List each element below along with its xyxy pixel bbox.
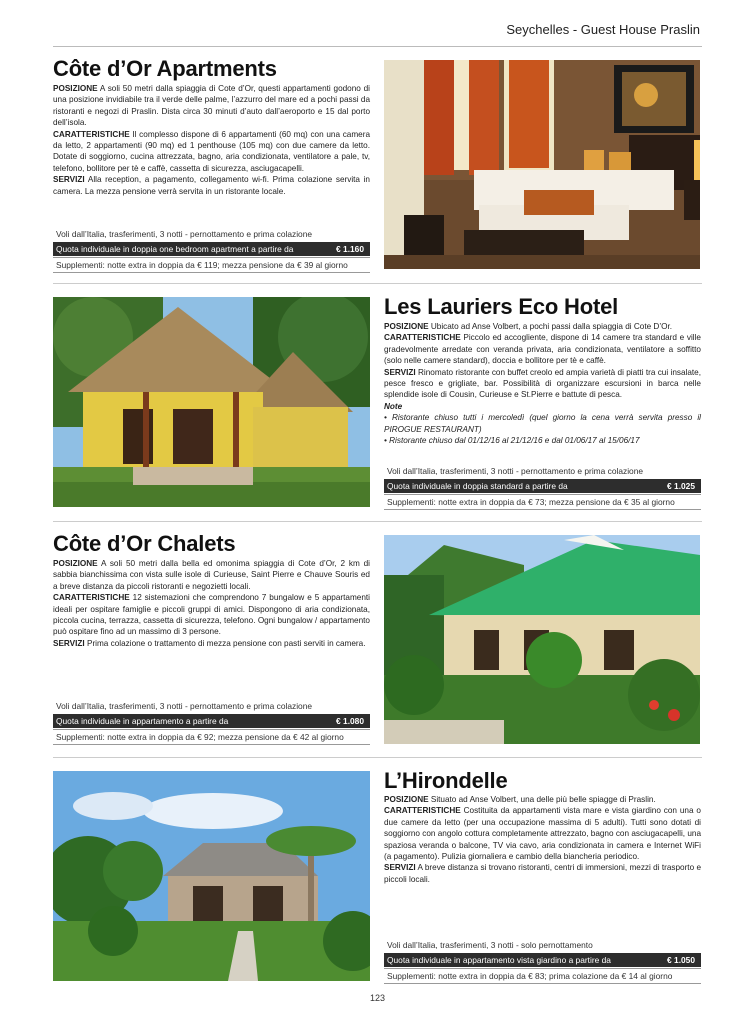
price-value: € 1.160 bbox=[336, 244, 364, 254]
supplement-info: Supplementi: notte extra in doppia da € 119; mezza pensione da € 39 al giorno bbox=[53, 257, 370, 273]
hotel-photo-green-roof-chalet bbox=[384, 535, 700, 744]
quota-row bbox=[53, 714, 370, 728]
page-number: 123 bbox=[369, 993, 386, 1003]
hotel-title: L’Hirondelle bbox=[384, 768, 508, 793]
section-divider bbox=[53, 283, 702, 284]
supplement-info: Supplementi: notte extra in doppia da € 73; mezza pensione da € 35 al giorno bbox=[384, 494, 701, 510]
supplement-info: Supplementi: notte extra in doppia da € 92; mezza pensione da € 42 al giorno bbox=[53, 729, 370, 745]
note-item: • Ristorante chiuso dal 01/12/16 al 21/12/16 e dal 01/06/17 al 15/06/17 bbox=[384, 436, 640, 446]
quota-label: Quota individuale in appartamento a partire da bbox=[56, 716, 229, 726]
quota-label: Quota individuale in doppia standard a partire da bbox=[387, 481, 568, 491]
hotel-description: POSIZIONE Situato ad Anse Volbert, una delle più belle spiagge di Praslin. CARATTERISTICHE Costituita da appartamenti vista mare e vista giardino con una o due camere da letto (per una occupazione massima di 5 adulti). Tutti sono dotati di soggiorno con angolo cottura completamente attrezzato, bagno con asciugacapelli, una spaziosa veranda o balcone, TV via cavo, aria condizionata in camera e Internet WiFi (a pagamento). Pulizia giornaliera e cambio della biancheria periodico. SERVIZI A breve distanza si trovano ristoranti, centri di immersioni, mezzi di trasporto e piccoli locali. bbox=[384, 795, 701, 884]
notes-heading: Note bbox=[384, 401, 403, 411]
hotel-photo-stone-house bbox=[53, 771, 370, 981]
flight-info: Voli dall’Italia, trasferimenti, 3 notti - pernottamento e prima colazione bbox=[56, 229, 313, 239]
price-value: € 1.080 bbox=[336, 716, 364, 726]
note-item: • Ristorante chiuso tutti i mercoledì (quel giorno la cena verrà servita presso il PIROGUE RESTAURANT) bbox=[384, 413, 701, 434]
header-divider bbox=[53, 46, 702, 47]
price-box bbox=[53, 701, 370, 745]
flight-info: Voli dall’Italia, trasferimenti, 3 notti - pernottamento e prima colazione bbox=[387, 466, 644, 476]
quota-label: Quota individuale in doppia one bedroom apartment a partire da bbox=[56, 244, 294, 254]
quota-row bbox=[384, 479, 701, 493]
price-box bbox=[384, 466, 701, 510]
hotel-title: Côte d’Or Apartments bbox=[53, 56, 277, 81]
section-divider bbox=[53, 521, 702, 522]
price-value: € 1.050 bbox=[667, 955, 695, 965]
quota-row bbox=[384, 953, 701, 967]
hotel-description: POSIZIONE A soli 50 metri dalla spiaggia di Cote d’Or, questi appartamenti godono di una posizione invidiabile tra il verde delle palme, l’azzurro del mare ed a pochi passi da ristoranti e negozi di Praslin. Dista circa 30 minuti d’auto dall’aeroporto e 15 dal porto dell’isola. CARATTERISTICHE Il complesso dispone di 6 appartamenti (60 mq) con una camera da letto, 2 appartamenti (90 mq) ed 1 penthouse (105 mq) con due camere da letto. Dotate di soggiorno, cucina attrezzata, bagno, aria condizionata, ventilatore a pale, tv, telefono, bollitore per tè e caffè, cassetta di sicurezza, asciugacapelli. SERVIZI Alla reception, a pagamento, collegamento wi-fi. Prima colazione servita in camera. La mezza pensione verrà servita in un ristorante locale. bbox=[53, 84, 370, 196]
flight-info: Voli dall’Italia, trasferimenti, 3 notti - pernottamento e prima colazione bbox=[56, 701, 313, 711]
hotel-photo-thatched-bungalow bbox=[53, 297, 370, 507]
price-box bbox=[53, 229, 370, 273]
flight-info: Voli dall’Italia, trasferimenti, 3 notti - solo pernottamento bbox=[387, 940, 593, 950]
hotel-photo-bedroom bbox=[384, 60, 700, 269]
page-header-title: Seychelles - Guest House Praslin bbox=[506, 22, 700, 37]
hotel-title: Côte d’Or Chalets bbox=[53, 531, 236, 556]
supplement-info: Supplementi: notte extra in doppia da € 83; prima colazione da € 14 al giorno bbox=[384, 968, 701, 984]
price-box bbox=[384, 940, 701, 984]
price-value: € 1.025 bbox=[667, 481, 695, 491]
quota-row bbox=[53, 242, 370, 256]
hotel-description: POSIZIONE A soli 50 metri dalla bella ed omonima spiaggia di Cote d’Or, 2 km di sabbia bianchissima con vista sulle isole di Curieuse, Saint Pierre e Chauve Souris ed a breve distanza da piccoli ristoranti e negozietti locali. CARATTERISTICHE 12 sistemazioni che comprendono 7 bungalow e 5 appartamenti ideali per ospitare famiglie e piccoli gruppi di amici. Dispongono di aria condizionata, piccola cucina, terrazza, cassetta di sicurezza, telefono. Ogni bungalow / appartamento può ospitare fino ad un massimo di 3 persone. SERVIZI Prima colazione o trattamento di mezza pensione con pasti serviti in camera. bbox=[53, 559, 370, 648]
quota-label: Quota individuale in appartamento vista giardino a partire da bbox=[387, 955, 611, 965]
hotel-title: Les Lauriers Eco Hotel bbox=[384, 294, 619, 319]
section-divider bbox=[53, 757, 702, 758]
hotel-description: POSIZIONE Ubicato ad Anse Volbert, a pochi passi dalla spiaggia di Cote D’Or. CARATTERISTICHE Piccolo ed accogliente, dispone di 14 camere tra standard e ville gradevolmente arredate con veranda privata, aria condizionata, ventilatore a soffitto (solo nelle camere standard), doccia e bollitore per tè e caffè. SERVIZI Rinomato ristorante con buffet creolo ed ampia varietà di piatti tra cui insalate, pesce fresco e grigliate, bar. Possibilità di organizzare escursioni in barca nelle splendide isole di Cousin, Curieuse e St.Pierre e battute di pesca. Note • Ristorante chiuso tutti i mercoledì (quel giorno la cena verrà servita presso il PIROGUE RESTAURANT) • Ristorante chiuso dal 01/12/16 al 21/12/16 e dal 01/06/17 al 15/06/17 bbox=[384, 322, 701, 446]
